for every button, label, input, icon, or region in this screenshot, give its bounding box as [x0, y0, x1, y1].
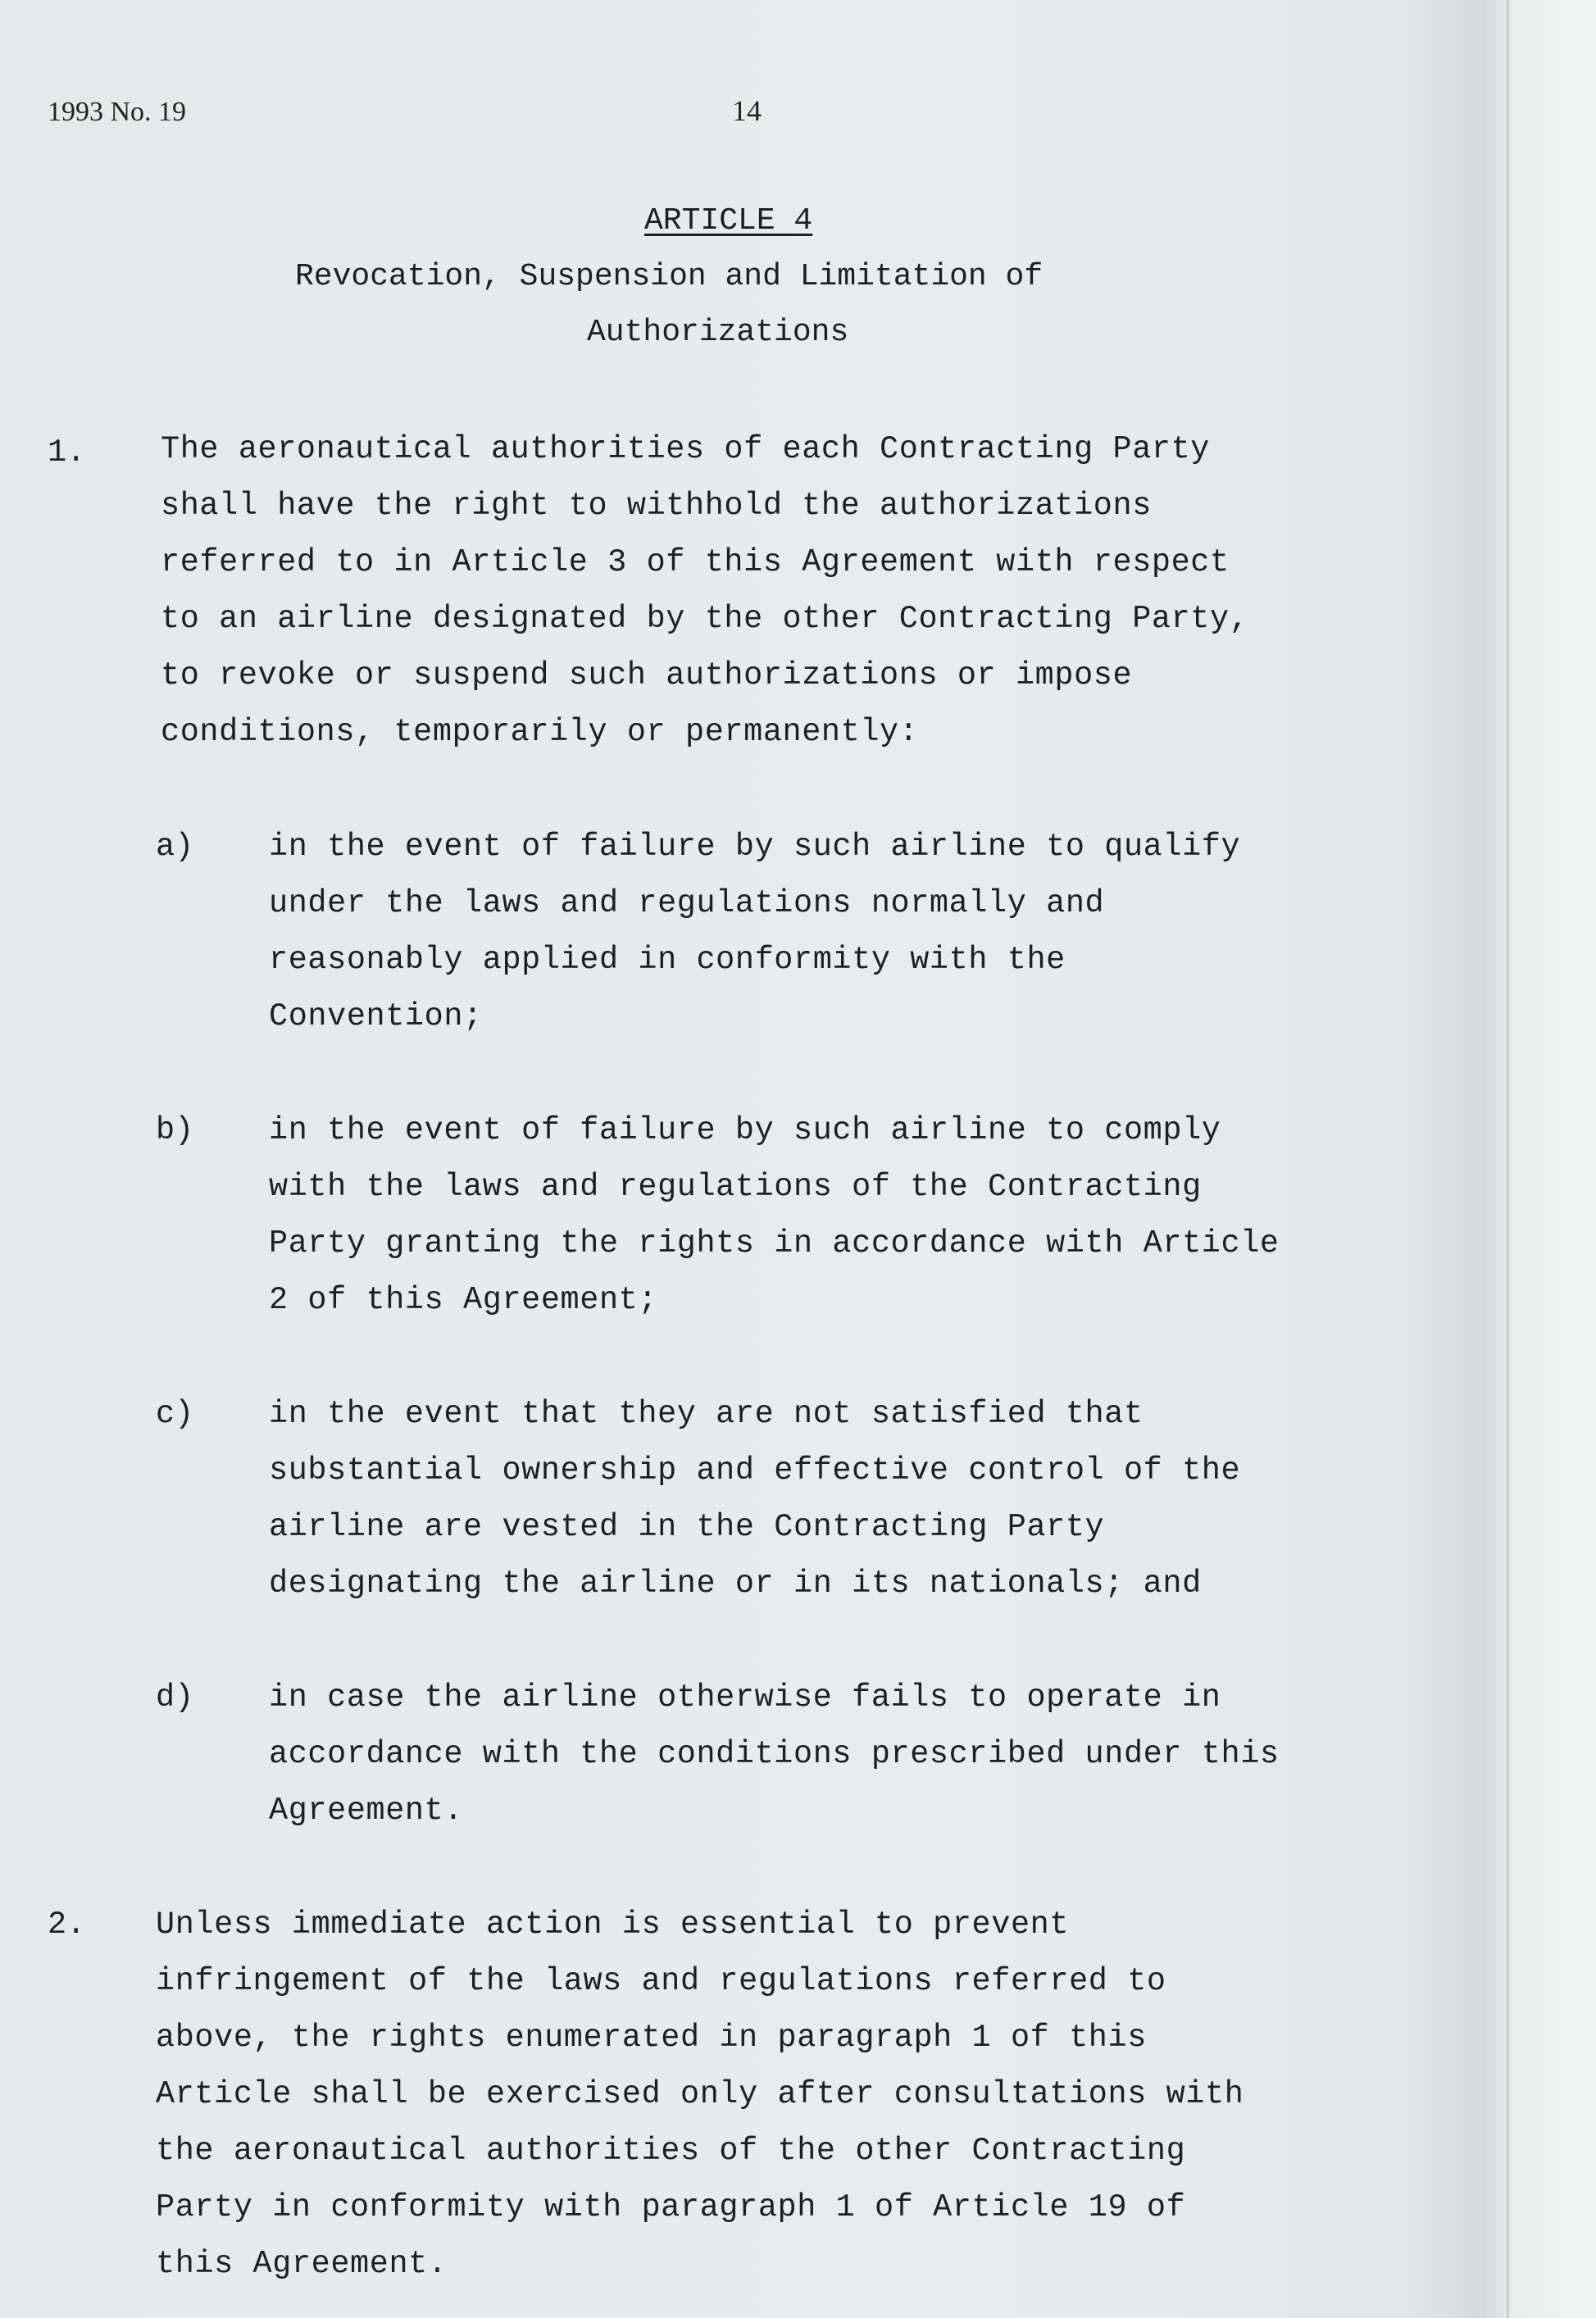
document-reference: 1993 No. 19: [48, 97, 187, 127]
article-title-line-1: Revocation, Suspension and Limitation of: [295, 259, 1044, 294]
paragraph-2-line: Party in conformity with paragraph 1 of Article 19 of: [156, 2189, 1186, 2225]
paragraph-2-line: infringement of the laws and regulations referred to: [156, 1963, 1166, 1999]
item-b-line: with the laws and regulations of the Contracting: [269, 1169, 1202, 1205]
item-a-line: reasonably applied in conformity with the: [269, 942, 1066, 978]
paragraph-1-line: referred to in Article 3 of this Agreement with respect: [161, 544, 1230, 580]
item-d-line: in case the airline otherwise fails to operate in: [269, 1679, 1221, 1716]
paragraph-1-line: shall have the right to withhold the authorizations: [161, 488, 1152, 524]
item-c-line: designating the airline or in its nationals; and: [269, 1566, 1202, 1602]
item-b-line: Party granting the rights in accordance with Article: [269, 1225, 1280, 1261]
paragraph-1-line: to revoke or suspend such authorizations or impose: [161, 657, 1133, 693]
paragraph-2-line: Article shall be exercised only after consultations with: [156, 2076, 1244, 2112]
paragraph-1-line: to an airline designated by the other Contracting Party,: [161, 601, 1249, 637]
paragraph-1-line: The aeronautical authorities of each Contracting Party: [161, 431, 1211, 467]
item-d-line: Agreement.: [269, 1793, 464, 1829]
page-number: 14: [732, 94, 762, 127]
paragraph-2-line: the aeronautical authorities of the other Contracting: [156, 2133, 1186, 2169]
item-a-line: Convention;: [269, 998, 483, 1034]
item-c-line: substantial ownership and effective control of the: [269, 1452, 1241, 1489]
item-d-label: d): [156, 1679, 194, 1716]
item-c-label: c): [156, 1396, 194, 1432]
item-a-label: a): [156, 829, 194, 865]
paragraph-1-line: conditions, temporarily or permanently:: [161, 714, 919, 750]
page-edge-divider: [1507, 0, 1509, 2318]
article-title-line-2: Authorizations: [587, 315, 849, 350]
article-heading: ARTICLE 4: [644, 203, 813, 239]
item-b-line: 2 of this Agreement;: [269, 1282, 658, 1318]
item-b-line: in the event of failure by such airline to comply: [269, 1112, 1221, 1148]
item-c-line: airline are vested in the Contracting Party: [269, 1509, 1105, 1545]
paragraph-2-line: Unless immediate action is essential to prevent: [156, 1907, 1070, 1943]
item-b-label: b): [156, 1112, 194, 1148]
item-a-line: in the event of failure by such airline to qualify: [269, 829, 1241, 865]
paragraph-2-line: this Agreement.: [156, 2246, 448, 2282]
item-a-line: under the laws and regulations normally and: [269, 885, 1105, 921]
item-d-line: accordance with the conditions prescribed under this: [269, 1736, 1280, 1772]
item-c-line: in the event that they are not satisfied that: [269, 1396, 1144, 1432]
paragraph-2-number: 2.: [48, 1907, 86, 1943]
paragraph-1-number: 1.: [48, 434, 86, 470]
paragraph-2-line: above, the rights enumerated in paragraph 1 of this: [156, 2020, 1147, 2056]
